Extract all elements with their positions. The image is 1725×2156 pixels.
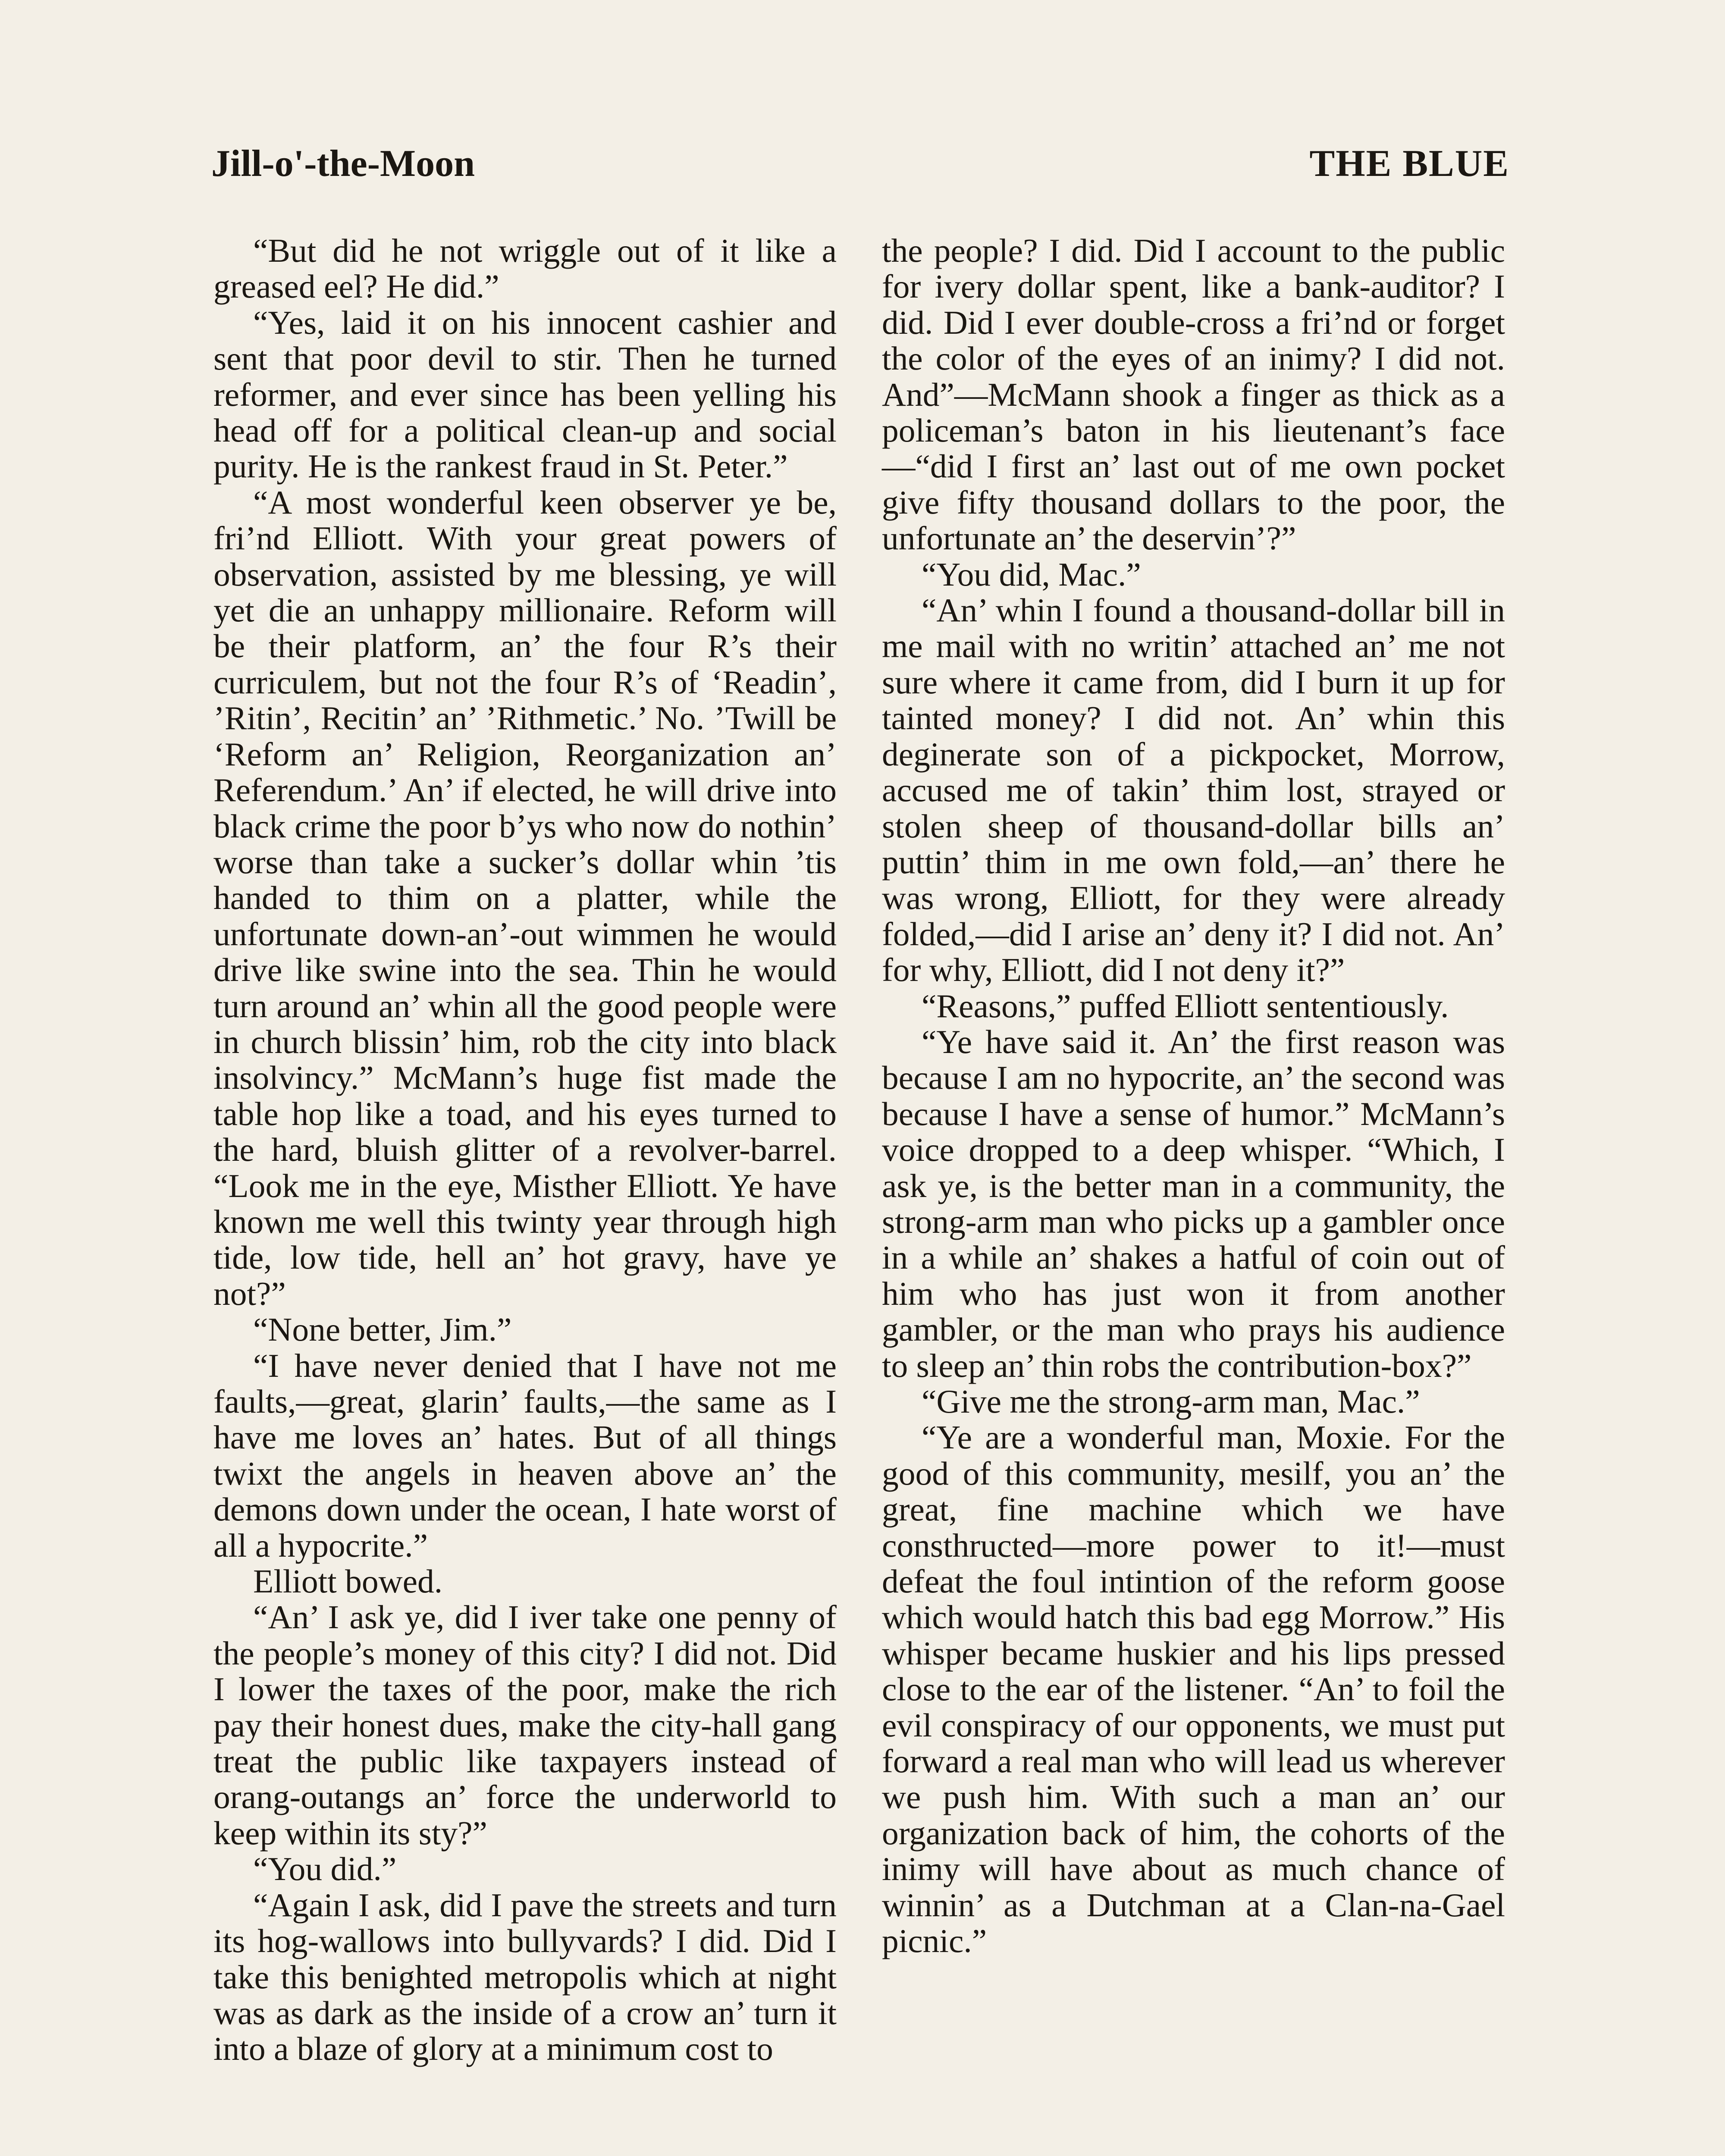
paragraph: “Reasons,” puffed Elliott sententiously. (922, 987, 1449, 1025)
right-text-column (882, 233, 1505, 2156)
running-head-title: Jill-o'-the-Moon (211, 143, 475, 185)
paragraph: “I have never denied that I have not me faults,—great, glarin’ faults,—the same as I have me loves an’ hates. But of all things twixt the angels in heaven above an’ the demons down under the ocean, I hate worst of all a hypocrite.” (213, 1347, 837, 1564)
paragraph: “Ye have said it. An’ the first reason was because I am no hypocrite, an’ the second was because I have a sense of humor.” McMann’s voice dropped to a deep whisper. “Which, I ask ye, is the better man in a community, the strong-arm man who picks up a gambler once in a while an’ shakes a hatful of coin out of him who has just won it from another gambler, or the man who prays his audience to sleep an’ thin robs the contribution-box?” (882, 1023, 1505, 1384)
running-head-magazine: THE BLUE (1309, 143, 1509, 185)
paragraph: “An’ whin I found a thousand-dollar bill in me mail with no writin’ attached an’ me not sure where it came from, did I burn it up for tainted money? I did not. An’ whin this deginerate son of a pickpocket, Morrow, accused me of takin’ thim lost, strayed or stolen sheep of thousand-dollar bills an’ puttin’ thim in me own fold,—an’ there he was wrong, Elliott, for they were already folded,—did I arise an’ deny it? I did not. An’ for why, Elliott, did I not deny it?” (882, 592, 1505, 989)
paragraph: Elliott bowed. (253, 1563, 443, 1600)
paragraph: “Yes, laid it on his innocent cashier and sent that poor devil to stir. Then he turned reformer, and ever since has been yelling his head off for a political clean-up and social purity. He is the rankest fraud in St. Peter.” (213, 304, 837, 485)
paragraph: “An’ I ask ye, did I iver take one penny of the people’s money of this city? I did not. Did I lower the taxes of the poor, make the rich pay their honest dues, make the city-hall gang treat the public like taxpayers instead of orang-outangs an’ force the underworld to keep within its sty?” (213, 1598, 837, 1852)
left-text-column (213, 233, 837, 2156)
paragraph: “Give me the strong-arm man, Mac.” (922, 1383, 1420, 1420)
paragraph: “Ye are a wonderful man, Moxie. For the good of this community, mesilf, you an’ the great, fine machine which we have consthructed—more power to it!—must defeat the foul intintion of the reform goose which would hatch this bad egg Morrow.” His whisper became huskier and his lips pressed close to the ear of the listener. “An’ to foil the evil conspiracy of our opponents, we must put forward a real man who will lead us wherever we push him. With such a man an’ our organization back of him, the cohorts of the inimy will have about as much chance of winnin’ as a Dutchman at a Clan-na-Gael picnic.” (882, 1419, 1505, 1960)
paragraph: “A most wonderful keen observer ye be, fri’nd Elliott. With your great powers of observation, assisted by me blessing, ye will yet die an unhappy millionaire. Reform will be their platform, an’ the four R’s their curriculem, but not the four R’s of ‘Readin’, ’Ritin’, Recitin’ an’ ’Rithmetic.’ No. ’Twill be ‘Reform an’ Religion, Reorganization an’ Referendum.’ An’ if elected, he will drive into black crime the poor b’ys who now do nothin’ worse than take a sucker’s dollar whin ’tis handed to thim on a platter, while the unfortunate down-an’-out wimmen he would drive like swine into the sea. Thin he would turn around an’ whin all the good people were in church blissin’ him, rob the city into black insolvincy.” McMann’s huge fist made the table hop like a toad, and his eyes turned to the hard, bluish glitter of a revolver-barrel. “Look me in the eye, Misther Elliott. Ye have known me well this twinty year through high tide, low tide, hell an’ hot gravy, have ye not?” (213, 483, 837, 1312)
paragraph: “None better, Jim.” (253, 1311, 512, 1348)
paragraph-continued: the people? I did. Did I account to the public for ivery dollar spent, like a bank-auditor? I did. Did I ever double-cross a fri’nd or forget the color of the eyes of an inimy? I did not. And”—McMann shook a finger as thick as a policeman’s baton in his lieutenant’s face—“did I first an’ last out of me own pocket give fifty thousand dollars to the poor, the unfortunate an’ the deservin’?” (882, 232, 1505, 557)
paragraph: “Again I ask, did I pave the streets and turn its hog-wallows into bullyvards? I did. Did I take this benighted metropolis which at night was as dark as the inside of a crow an’ turn it into a blaze of glory at a minimum cost to (213, 1886, 837, 2068)
paragraph: “You did.” (253, 1850, 397, 1888)
paragraph: “You did, Mac.” (922, 555, 1141, 593)
paragraph: “But did he not wriggle out of it like a greased eel? He did.” (213, 232, 837, 305)
